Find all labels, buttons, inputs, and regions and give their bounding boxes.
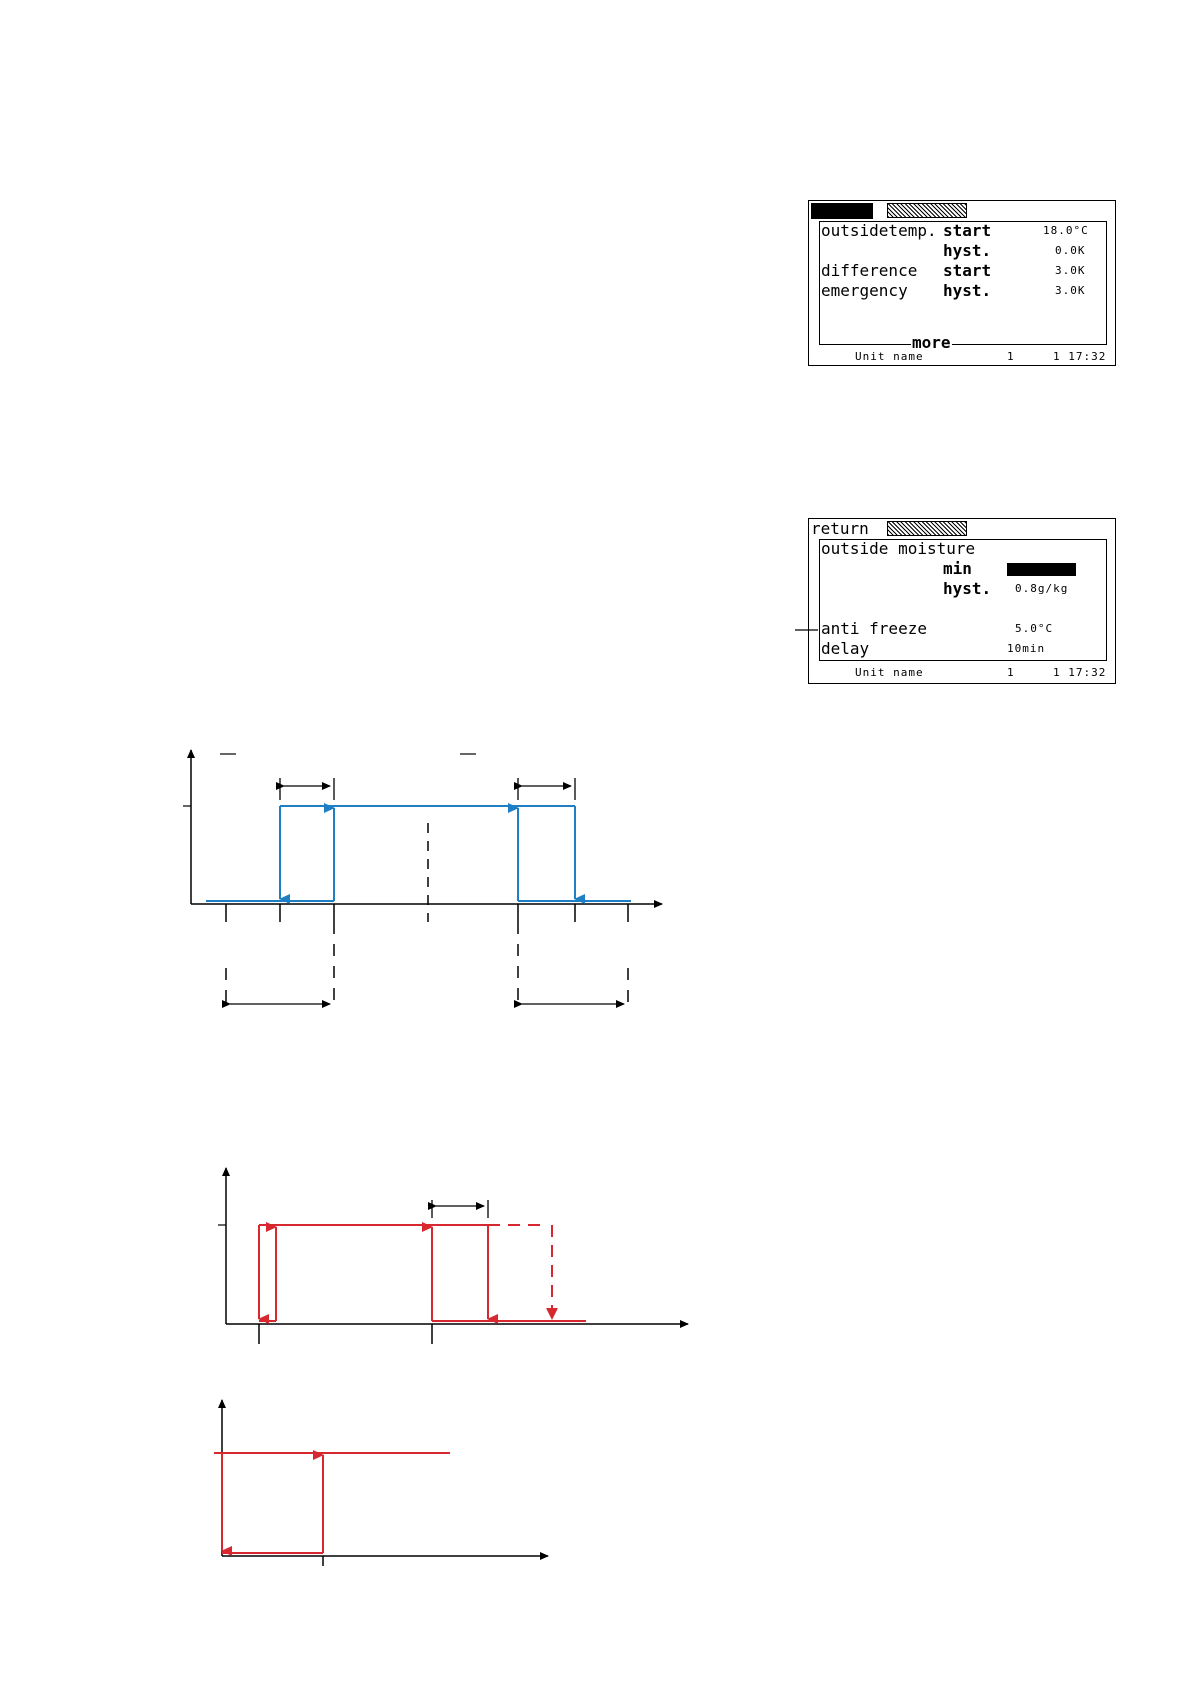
return-menu-item[interactable]: return	[811, 519, 869, 538]
row-value-moisture-min[interactable]: 4.1g/kg	[1007, 563, 1076, 576]
row-label-emergency: emergency	[821, 281, 908, 300]
row-param-hyst: hyst.	[943, 579, 992, 598]
screen-title-outside-moisture: outside moisture	[821, 539, 976, 558]
row-label-delay: delay	[821, 639, 870, 658]
row-value-outsidetemp-hyst[interactable]: 0.0K	[1055, 244, 1086, 257]
step-diagram-red	[214, 1400, 548, 1566]
more-label[interactable]: more	[912, 333, 951, 352]
row-value-anti-freeze[interactable]: 5.0°C	[1015, 622, 1054, 635]
hysteresis-diagram-red	[218, 1168, 688, 1344]
row-param-min: min	[943, 559, 972, 578]
status-unit-number: 1	[1007, 666, 1015, 679]
row-param-hyst-2: hyst.	[943, 281, 992, 300]
row-label-outsidetemp: outsidetemp.	[821, 221, 937, 240]
status-unit-name: Unit name	[855, 666, 924, 679]
row-param-start: start	[943, 221, 992, 240]
row-value-outsidetemp-start[interactable]: 18.0°C	[1043, 224, 1089, 237]
return-menu-item[interactable]: return	[813, 201, 871, 220]
row-param-start-2: start	[943, 261, 992, 280]
status-time: 1 17:32	[1053, 666, 1107, 679]
status-unit-name: Unit name	[855, 350, 924, 363]
row-label-difference: difference	[821, 261, 918, 280]
row-label-anti-freeze: anti freeze	[821, 619, 927, 638]
row-value-moisture-hyst[interactable]: 0.8g/kg	[1015, 582, 1069, 595]
row-value-difference-start[interactable]: 3.0K	[1055, 264, 1086, 277]
status-unit-number: 1	[1007, 350, 1015, 363]
row-value-delay[interactable]: 10min	[1007, 642, 1046, 655]
hysteresis-diagram-blue	[183, 750, 662, 1010]
row-param-hyst: hyst.	[943, 241, 992, 260]
status-time: 1 17:32	[1053, 350, 1107, 363]
red-dashed-arrowhead	[546, 1308, 558, 1320]
row-value-emergency-hyst[interactable]: 3.0K	[1055, 284, 1086, 297]
